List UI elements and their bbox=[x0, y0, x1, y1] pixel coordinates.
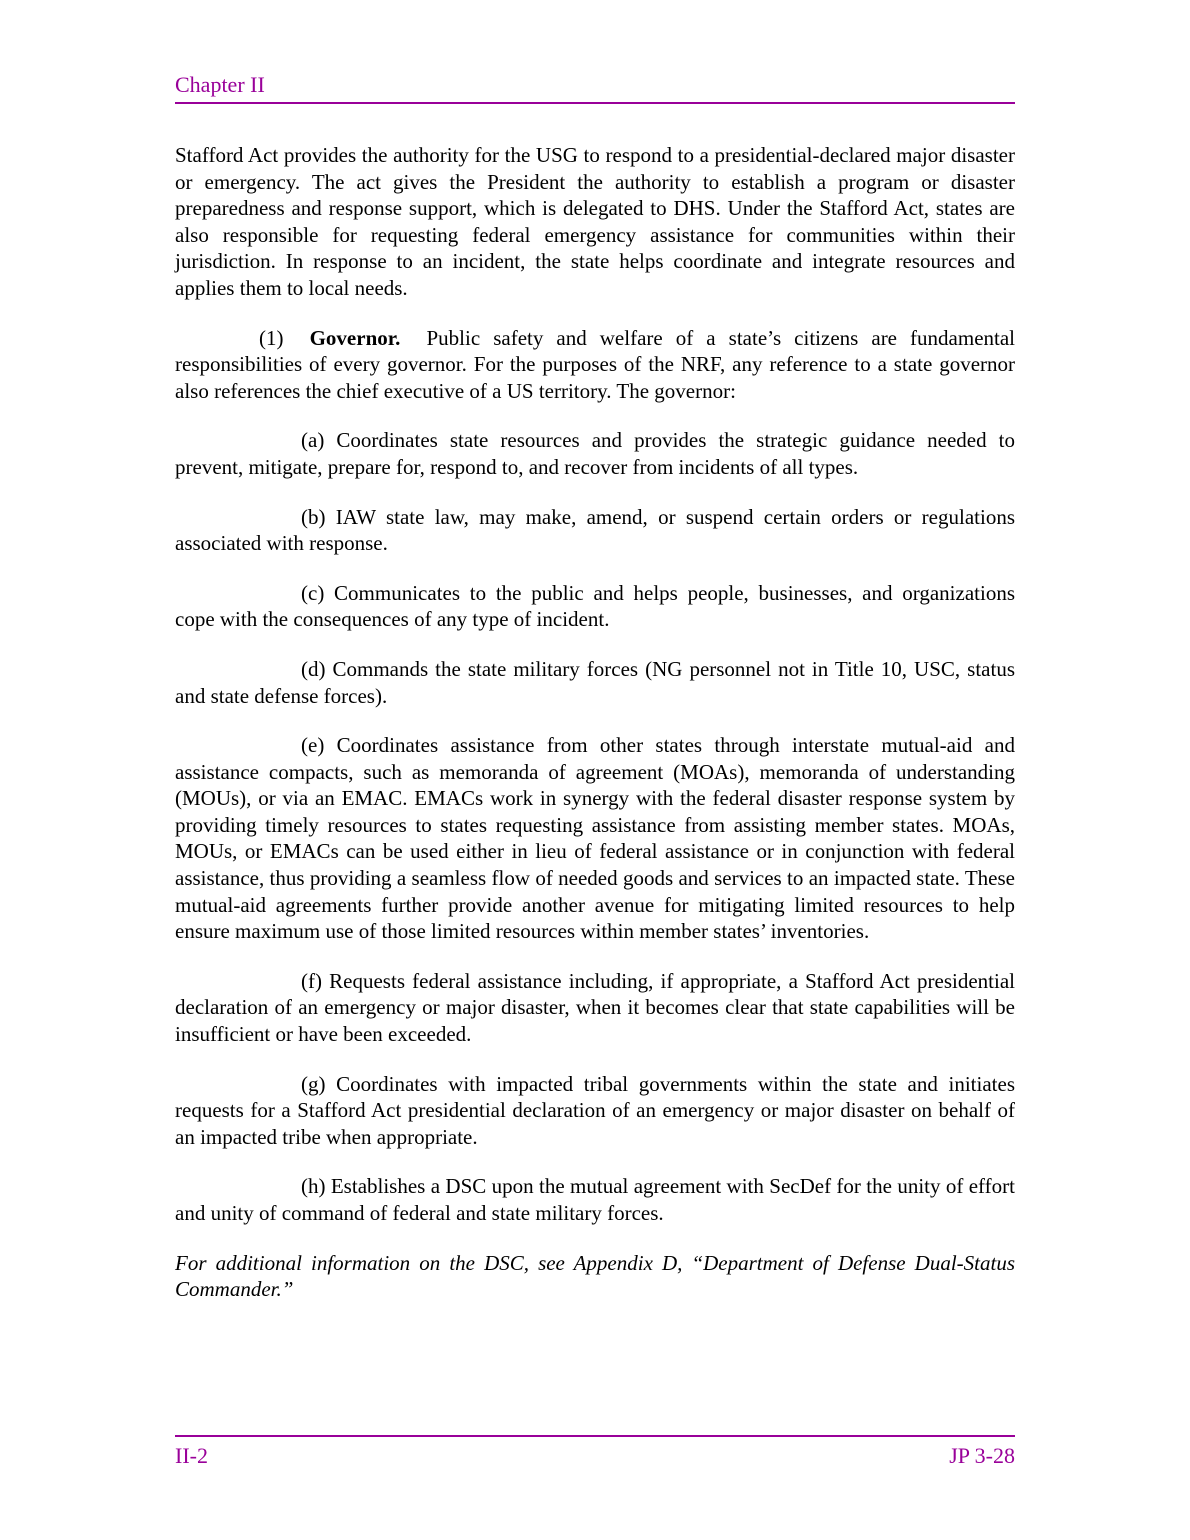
list-item-g: (g) Coordinates with impacted tribal governments within the state and initiates requests for a Stafford Act presidential declaration of an emergency or major disaster on behalf of an impacted tribe when appropriate. bbox=[175, 1071, 1015, 1149]
page-body bbox=[175, 142, 1015, 1326]
list-item-d: (d) Commands the state military forces (NG personnel not in Title 10, USC, status and state defense forces). bbox=[175, 656, 1015, 708]
list-item-f: (f) Requests federal assistance including, if appropriate, a Stafford Act presidential declaration of an emergency or major disaster, when it becomes clear that state capabilities will be insufficient or have been exceeded. bbox=[175, 968, 1015, 1047]
chapter-title: Chapter II bbox=[175, 72, 265, 97]
reference-note: For additional information on the DSC, see Appendix D, “Department of Defense Dual-Status Commander.” bbox=[175, 1250, 1015, 1302]
list-item-e: (e) Coordinates assistance from other states through interstate mutual-aid and assistance compacts, such as memoranda of agreement (MOAs), memoranda of understanding (MOUs), or via an EMAC. EMACs work in synergy with the federal disaster response system by providing timely resources to states requesting assistance from assisting member states. MOAs, MOUs, or EMACs can be used either in lieu of federal assistance or in conjunction with federal assistance, thus providing a seamless flow of needed goods and services to an impacted state. These mutual-aid agreements further provide another avenue for mitigating limited resources to help ensure maximum use of those limited resources within member states’ inventories. bbox=[175, 733, 1015, 944]
governor-heading: Governor. bbox=[309, 325, 401, 350]
page-footer bbox=[175, 1435, 1015, 1473]
governor-number: (1) bbox=[259, 325, 284, 350]
publication-id: JP 3-28 bbox=[949, 1443, 1015, 1468]
page-header bbox=[175, 70, 1015, 104]
intro-paragraph: Stafford Act provides the authority for the USG to respond to a presidential-declared major disaster or emergency. The act gives the President the authority to establish a program or disaster preparedness and response support, which is delegated to DHS. Under the Stafford Act, states are also responsible for requesting federal emergency assistance for communities within their jurisdiction. In response to an incident, the state helps coordinate and integrate resources and applies them to local needs. bbox=[175, 143, 1015, 300]
governor-paragraph bbox=[175, 325, 1015, 405]
list-item-c: (c) Communicates to the public and helps people, businesses, and organizations cope with the consequences of any type of incident. bbox=[175, 580, 1015, 632]
page-number: II-2 bbox=[175, 1443, 208, 1468]
list-item-h: (h) Establishes a DSC upon the mutual agreement with SecDef for the unity of effort and unity of command of federal and state military forces. bbox=[175, 1174, 1015, 1225]
list-item-a: (a) Coordinates state resources and provides the strategic guidance needed to prevent, mitigate, prepare for, respond to, and recover from incidents of all types. bbox=[175, 428, 1015, 479]
governor-text: Public safety and welfare of a state’s citizens are fundamental responsibilities of every governor. For the purposes of the NRF, any reference to a state governor also references the chief executive of a US territory. The governor: bbox=[175, 325, 1016, 403]
list-item-b: (b) IAW state law, may make, amend, or suspend certain orders or regulations associated with response. bbox=[175, 504, 1015, 556]
